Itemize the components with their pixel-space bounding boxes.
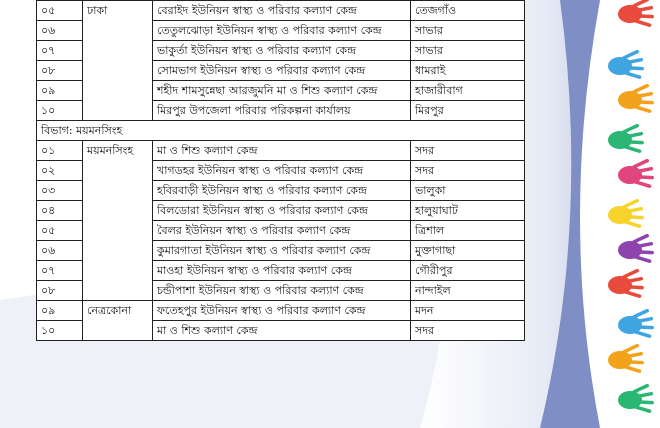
- district-cell: নেত্রকোনা: [83, 301, 153, 341]
- center-name-cell: শহীদ শামসুন্নেছা আরজুমনি মা ও শিশু কল্যাণ কেন্দ্র: [153, 81, 411, 101]
- serial-cell: ০৯: [37, 81, 83, 101]
- center-name-cell: ফতেহপুর ইউনিয়ন স্বাস্থ্য ও পরিবার কল্যাণ কেন্দ্র: [153, 301, 411, 321]
- serial-cell: ০৮: [37, 61, 83, 81]
- hand-icon: [608, 198, 644, 228]
- district-cell: ময়মনসিংহ: [83, 141, 153, 301]
- serial-cell: ০৪: [37, 201, 83, 221]
- upazila-cell: নান্দাইল: [411, 281, 525, 301]
- upazila-cell: গৌরীপুর: [411, 261, 525, 281]
- center-name-cell: চন্ডীপাশা ইউনিয়ন স্বাস্থ্য ও পরিবার কল্যাণ কেন্দ্র: [153, 281, 411, 301]
- hand-icon: [618, 383, 654, 413]
- center-name-cell: বৈলর ইউনিয়ন স্বাস্থ্য ও পরিবার কল্যাণ কেন্দ্র: [153, 221, 411, 241]
- center-name-cell: কুমারগাতা ইউনিয়ন স্বাস্থ্য ও পরিবার কল্যাণ কেন্দ্র: [153, 241, 411, 261]
- center-name-cell: খাগডহর ইউনিয়ন স্বাস্থ্য ও পরিবার কল্যাণ কেন্দ্র: [153, 161, 411, 181]
- hand-icon: [608, 268, 644, 298]
- serial-cell: ০৭: [37, 41, 83, 61]
- upazila-cell: ত্রিশাল: [411, 221, 525, 241]
- upazila-cell: ধামরাই: [411, 61, 525, 81]
- table-row: [37, 141, 525, 161]
- table-row: [37, 301, 525, 321]
- district-cell: ঢাকা: [83, 1, 153, 121]
- colorful-hands-decoration: [590, 0, 660, 428]
- upazila-cell: সদর: [411, 321, 525, 341]
- upazila-cell: সদর: [411, 141, 525, 161]
- center-name-cell: সোমভাগ ইউনিয়ন স্বাস্থ্য ও পরিবার কল্যাণ কেন্দ্র: [153, 61, 411, 81]
- serial-cell: ১০: [37, 101, 83, 121]
- serial-cell: ০৫: [37, 221, 83, 241]
- health-centers-table: [36, 0, 524, 341]
- center-name-cell: মিরপুর উপজেলা পরিবার পরিকল্পনা কার্যালয়: [153, 101, 411, 121]
- upazila-cell: সাভার: [411, 41, 525, 61]
- upazila-cell: হালুয়াঘাট: [411, 201, 525, 221]
- hand-icon: [608, 49, 644, 79]
- center-name-cell: বিলডোরা ইউনিয়ন স্বাস্থ্য ও পরিবার কল্যাণ কেন্দ্র: [153, 201, 411, 221]
- center-name-cell: মা ও শিশু কল্যাণ কেন্দ্র: [153, 141, 411, 161]
- center-name-cell: মাওহা ইউনিয়ন স্বাস্থ্য ও পরিবার কল্যাণ কেন্দ্র: [153, 261, 411, 281]
- hand-icon: [608, 343, 644, 373]
- section-title: বিভাগ: ময়মনসিংহ: [37, 121, 525, 141]
- serial-cell: ০৮: [37, 281, 83, 301]
- section-header-row: [37, 121, 525, 141]
- upazila-cell: ভালুকা: [411, 181, 525, 201]
- serial-cell: ০১: [37, 141, 83, 161]
- upazila-cell: হাজারীবাগ: [411, 81, 525, 101]
- upazila-cell: মিরপুর: [411, 101, 525, 121]
- upazila-cell: মুক্তাগাছা: [411, 241, 525, 261]
- hand-icon: [618, 0, 654, 27]
- upazila-cell: সদর: [411, 161, 525, 181]
- serial-cell: ০৬: [37, 21, 83, 41]
- hand-icon: [608, 123, 644, 153]
- upazila-cell: মদন: [411, 301, 525, 321]
- table-row: [37, 1, 525, 21]
- center-name-cell: বেরাইদ ইউনিয়ন স্বাস্থ্য ও পরিবার কল্যাণ কেন্দ্র: [153, 1, 411, 21]
- center-name-cell: মা ও শিশু কল্যাণ কেন্দ্র: [153, 321, 411, 341]
- upazila-cell: তেজগাঁও: [411, 1, 525, 21]
- center-name-cell: তেতুলঝোড়া ইউনিয়ন স্বাস্থ্য ও পরিবার কল্যাণ কেন্দ্র: [153, 21, 411, 41]
- upazila-cell: সাভার: [411, 21, 525, 41]
- hand-icon: [618, 233, 654, 263]
- serial-cell: ০৯: [37, 301, 83, 321]
- serial-cell: ০৩: [37, 181, 83, 201]
- hand-icon: [618, 83, 654, 113]
- hand-icon: [618, 158, 654, 188]
- serial-cell: ০২: [37, 161, 83, 181]
- hand-icon: [618, 308, 654, 338]
- serial-cell: ০৫: [37, 1, 83, 21]
- center-name-cell: হবিরবাড়ী ইউনিয়ন স্বাস্থ্য ও পরিবার কল্যাণ কেন্দ্র: [153, 181, 411, 201]
- serial-cell: ০৬: [37, 241, 83, 261]
- serial-cell: ১০: [37, 321, 83, 341]
- serial-cell: ০৭: [37, 261, 83, 281]
- center-name-cell: ভাকুর্তা ইউনিয়ন স্বাস্থ্য ও পরিবার কল্যাণ কেন্দ্র: [153, 41, 411, 61]
